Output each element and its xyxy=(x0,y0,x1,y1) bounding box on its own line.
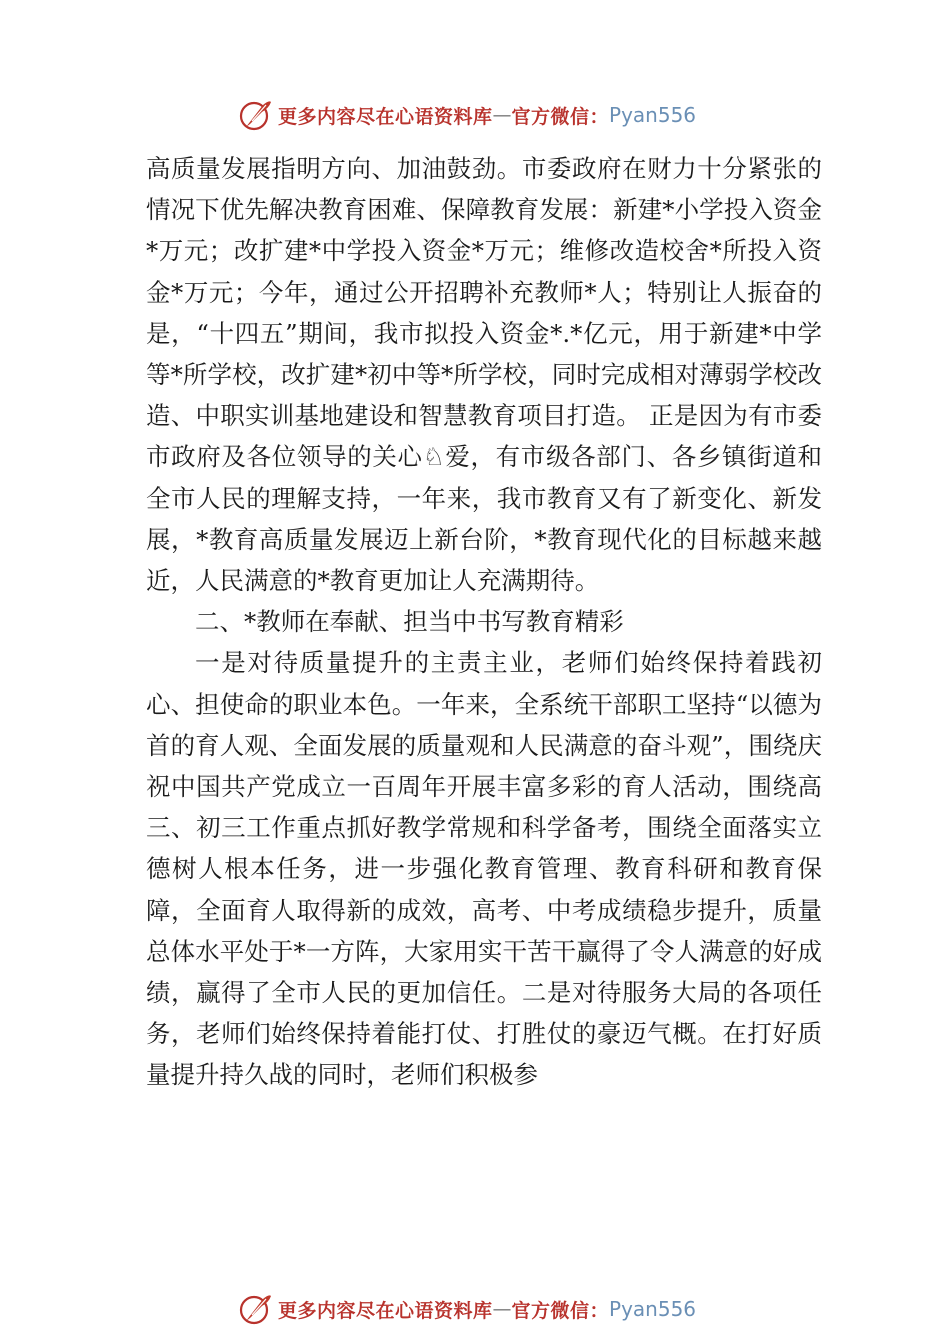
header-dash: — xyxy=(492,104,512,126)
footer-dash: — xyxy=(492,1298,512,1320)
header-wechat-id: Pyan556 xyxy=(609,103,697,127)
section-heading-2: 二、*教师在奉献、担当中书写教育精彩 xyxy=(195,607,624,637)
footer-banner xyxy=(238,1290,696,1328)
document-body xyxy=(146,148,822,1096)
footer-brand-text: 更多内容尽在心语资料库 xyxy=(278,1299,493,1322)
quill-logo-icon xyxy=(238,1291,274,1327)
footer-wechat-id: Pyan556 xyxy=(609,1297,697,1321)
paragraph-1: 高质量发展指明方向、加油鼓劲。市委政府在财力十分紧张的情况下优先解决教育困难、保障教育发展：新建*小学投入资金*万元；改扩建*中学投入资金*万元；维修改造校舍*所投入资金*万元；今年，通过公开招聘补充教师*人；特别让人振奋的是，“十四五”期间，我市拟投入资金*.*亿元，用于新建*中学等*所学校，改扩建*初中等*所学校，同时完成相对薄弱学校改造、中职实训基地建设和智慧教育项目打造。 正是因为有市委市政府及各位领导的关心♘爱，有市级各部门、各乡镇街道和全市人民的理解支持，一年来，我市教育又有了新变化、新发展，*教育高质量发展迈上新台阶，*教育现代化的目标越来越近，人民满意的*教育更加让人充满期待。 xyxy=(146,154,822,596)
footer-wechat-label: 官方微信： xyxy=(511,1299,610,1322)
header-brand-text: 更多内容尽在心语资料库 xyxy=(278,105,493,128)
header-wechat-label: 官方微信： xyxy=(511,105,610,128)
quill-logo-icon xyxy=(238,97,274,133)
paragraph-2: 一是对待质量提升的主责主业，老师们始终保持着践初心、担使命的职业本色。一年来，全系统干部职工坚持“以德为首的育人观、全面发展的质量观和人民满意的奋斗观”，围绕庆祝中国共产党成立一百周年开展丰富多彩的育人活动，围绕高三、初三工作重点抓好教学常规和科学备考，围绕全面落实立德树人根本任务，进一步强化教育管理、教育科研和教育保障，全面育人取得新的成效，高考、中考成绩稳步提升，质量总体水平处于*一方阵，大家用实干苦干赢得了令人满意的好成绩，赢得了全市人民的更加信任。二是对待服务大局的各项任务，老师们始终保持着能打仗、打胜仗的豪迈气概。在打好质量提升持久战的同时，老师们积极参 xyxy=(146,648,822,1090)
header-banner xyxy=(238,96,696,134)
